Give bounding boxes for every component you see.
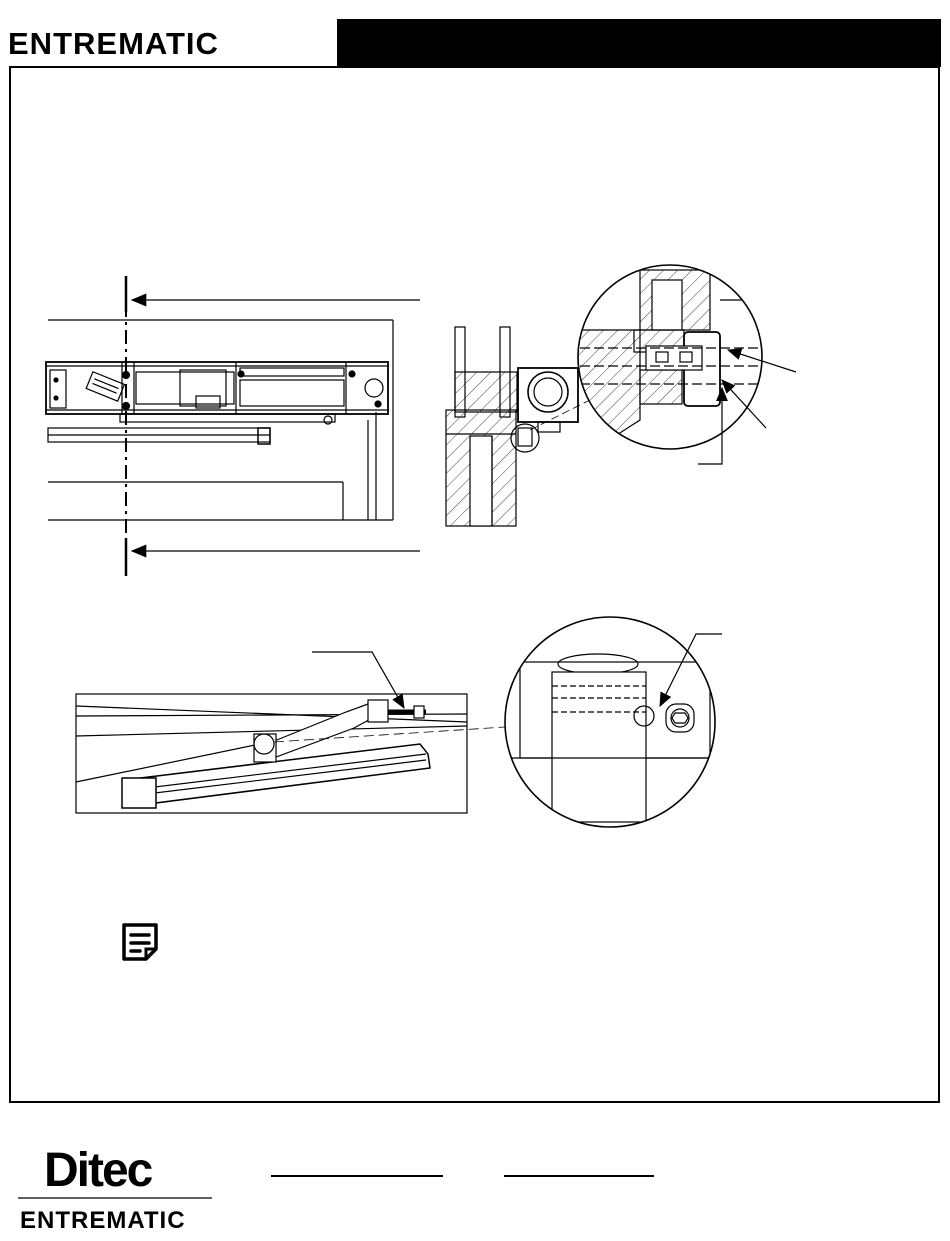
detail-circle-1 [570, 260, 796, 464]
ditec-logo-text: Ditec [44, 1144, 152, 1197]
detail-circle-2 [500, 610, 730, 840]
side-section-view [446, 327, 598, 526]
signature-line-2 [504, 1175, 654, 1177]
ditec-entrematic-logo [18, 1138, 218, 1239]
signature-line-1 [271, 1175, 443, 1177]
entrematic-logo-text: ENTREMATIC [8, 26, 219, 60]
operator-elevation-view [46, 276, 420, 576]
footer-entrematic-text: ENTREMATIC [20, 1207, 186, 1234]
arm-perspective-view [76, 652, 520, 813]
note-icon [120, 921, 162, 968]
